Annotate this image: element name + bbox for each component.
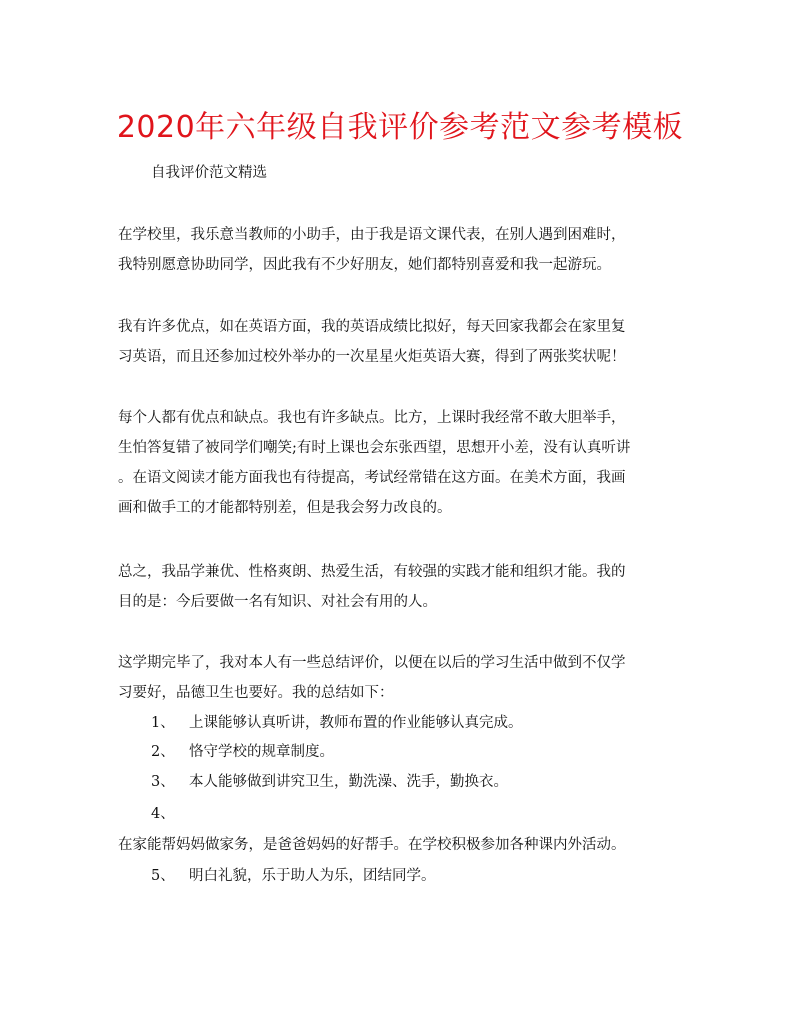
paragraph-line: 画和做手工的才能都特别差，但是我会努力改良的。 — [118, 500, 452, 516]
paragraph-line: 在学校里，我乐意当教师的小助手，由于我是语文课代表，在别人遇到困难时， — [118, 227, 626, 243]
paragraph-line: 我有许多优点，如在英语方面，我的英语成绩比拟好，每天回家我都会在家里复 — [118, 319, 626, 335]
list-item — [151, 865, 436, 887]
list-item-number: 2、 — [151, 744, 175, 760]
paragraph-2 — [118, 312, 698, 372]
paragraph-1 — [118, 220, 698, 280]
list-item-text: 恪守学校的规章制度。 — [189, 744, 334, 760]
list-item-text: 在家能帮妈妈做家务，是爸爸妈妈的好帮手。在学校积极参加各种课内外活动。 — [118, 837, 626, 853]
list-item — [151, 712, 523, 734]
paragraph-5 — [118, 648, 698, 708]
subtitle: 自我评价范文精选 — [151, 165, 267, 181]
list-item-number: 5、 — [151, 868, 175, 884]
page-title: 2020年六年级自我评价参考范文参考模板 — [116, 110, 684, 145]
list-item-number: 4、 — [151, 806, 175, 822]
paragraph-line: 目的是：今后要做一名有知识、对社会有用的人。 — [118, 594, 437, 610]
list-item-number: 1、 — [151, 715, 175, 731]
list-item-text: 上课能够认真听讲，教师布置的作业能够认真完成。 — [189, 715, 523, 731]
paragraph-3 — [118, 403, 698, 523]
paragraph-line: 生怕答复错了被同学们嘲笑;有时上课也会东张西望，思想开小差，没有认真听讲 — [118, 440, 631, 456]
list-item — [151, 771, 508, 793]
list-item — [151, 803, 189, 825]
paragraph-4 — [118, 557, 698, 617]
paragraph-line: 习英语，而且还参加过校外举办的一次星星火炬英语大赛，得到了两张奖状呢！ — [118, 349, 626, 365]
list-item-text: 本人能够做到讲究卫生，勤洗澡、洗手，勤换衣。 — [189, 774, 508, 790]
paragraph-line: 每个人都有优点和缺点。我也有许多缺点。比方，上课时我经常不敢大胆举手， — [118, 410, 626, 426]
paragraph-line: 总之，我品学兼优、性格爽朗、热爱生活，有较强的实践才能和组织才能。我的 — [118, 564, 626, 580]
list-item-text: 明白礼貌，乐于助人为乐，团结同学。 — [189, 868, 436, 884]
paragraph-line: 我特别愿意协助同学，因此我有不少好朋友，她们都特别喜爱和我一起游玩。 — [118, 257, 611, 273]
paragraph-line: 习要好，品德卫生也要好。我的总结如下： — [118, 685, 394, 701]
paragraph-line: 这学期完毕了，我对本人有一些总结评价，以便在以后的学习生活中做到不仅学 — [118, 655, 626, 671]
paragraph-line: 。在语文阅读才能方面我也有待提高，考试经常错在这方面。在美术方面，我画 — [118, 470, 626, 486]
list-item-continuation — [118, 834, 626, 856]
list-item — [151, 741, 334, 763]
list-item-number: 3、 — [151, 774, 175, 790]
